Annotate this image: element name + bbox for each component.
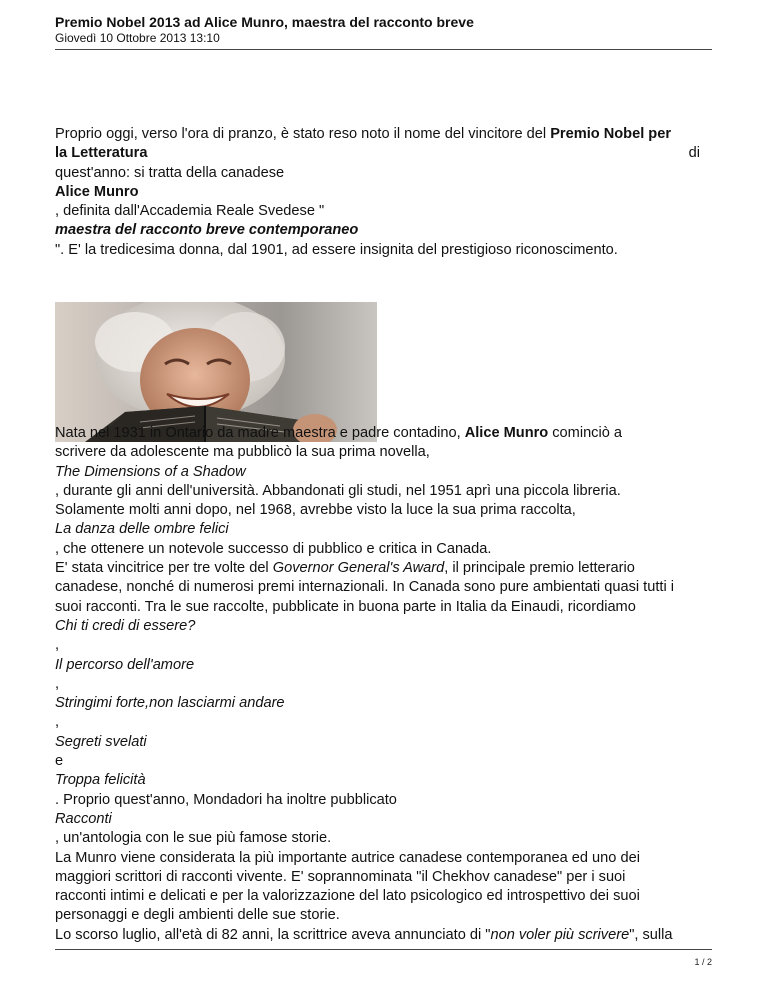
article-title: Premio Nobel 2013 ad Alice Munro, maestra del racconto breve	[55, 14, 474, 30]
text-line: canadese, nonché di numerosi premi internazionali. In Canada sono pure ambientati quasi tutti i	[55, 579, 674, 596]
book-title: Racconti	[55, 810, 112, 827]
text-run: Proprio oggi, verso l'ora di pranzo, è stato reso noto il nome del vincitore del	[55, 126, 551, 142]
book-title: Troppa felicità	[55, 772, 146, 789]
book-title: Stringimi forte,non lasciarmi andare	[55, 695, 285, 712]
author-name: Alice Munro	[464, 425, 549, 441]
quote-text: non voler più scrivere	[490, 926, 630, 943]
photo-illustration	[55, 302, 377, 442]
text-run: , il principale premio letterario	[444, 560, 635, 577]
separator: ,	[55, 675, 60, 692]
text-line	[55, 926, 715, 945]
book-title: Il percorso dell'amore	[55, 656, 195, 673]
text-line: , un'antologia con le sue più famose storie.	[55, 830, 332, 847]
bold-text: Premio Nobel per	[550, 126, 672, 142]
quote-text: maestra del racconto breve contemporaneo	[55, 222, 359, 239]
text-line: maggiori scrittori di racconti vivente. E' soprannominata "il Chekhov canadese" per i suoi	[55, 868, 626, 885]
text-line	[55, 559, 715, 578]
text-line: ". E' la tredicesima donna, dal 1901, ad essere insignita del prestigioso riconoscimento.	[55, 241, 618, 258]
text-line: , durante gli anni dell'università. Abbandonati gli studi, nel 1951 aprì una piccola libreria.	[55, 482, 621, 499]
text-line: racconti intimi e delicati e per la valorizzazione del lato psicologico ed introspettivo dei suoi	[55, 888, 640, 905]
separator: e	[55, 753, 64, 770]
text-line	[55, 144, 700, 163]
text-run: Lo scorso luglio, all'età di 82 anni, la scrittrice aveva annunciato di "	[55, 926, 491, 943]
book-title: The Dimensions of a Shadow	[55, 463, 246, 480]
text-line	[55, 125, 700, 144]
text-run: E' stata vincitrice per tre volte del	[55, 560, 273, 577]
header-divider	[55, 49, 712, 50]
book-title: Chi ti credi di essere?	[55, 617, 196, 634]
text-line: personaggi e degli ambienti delle sue storie.	[55, 907, 340, 924]
text-line: suoi racconti. Tra le sue raccolte, pubblicate in buona parte in Italia da Einaudi, ricordiamo	[55, 598, 636, 615]
text-run: cominciò a	[548, 425, 623, 441]
book-title: Segreti svelati	[55, 733, 147, 750]
separator: ,	[55, 637, 60, 654]
text-line	[55, 424, 715, 443]
separator: ,	[55, 714, 60, 731]
text-line: , definita dall'Accademia Reale Svedese "	[55, 203, 325, 220]
author-name: Alice Munro	[55, 183, 139, 200]
footer-divider	[55, 949, 712, 950]
text-run: di	[688, 145, 700, 162]
bold-text: la Letteratura	[55, 145, 148, 162]
book-title: La danza delle ombre felici	[55, 521, 229, 538]
text-run: ", sulla	[629, 926, 673, 943]
text-line: La Munro viene considerata la più importante autrice canadese contemporanea ed uno dei	[55, 849, 640, 866]
page-number: 1 / 2	[694, 957, 712, 967]
intro-paragraph	[55, 125, 715, 260]
award-name: Governor General's Award	[272, 560, 445, 577]
text-line: . Proprio quest'anno, Mondadori ha inoltre pubblicato	[55, 791, 397, 808]
text-line: quest'anno: si tratta della canadese	[55, 164, 285, 181]
text-line: scrivere da adolescente ma pubblicò la sua prima novella,	[55, 444, 430, 461]
text-run: Nata nel 1931 in Ontario da madre maestra e padre contadino,	[55, 425, 465, 441]
text-line: , che ottenere un notevole successo di pubblico e critica in Canada.	[55, 540, 492, 557]
body-text	[55, 424, 715, 945]
article-date: Giovedì 10 Ottobre 2013 13:10	[55, 31, 220, 45]
page-header	[55, 14, 712, 45]
text-line: Solamente molti anni dopo, nel 1968, avrebbe visto la luce la sua prima raccolta,	[55, 502, 576, 519]
author-photo	[55, 302, 377, 442]
